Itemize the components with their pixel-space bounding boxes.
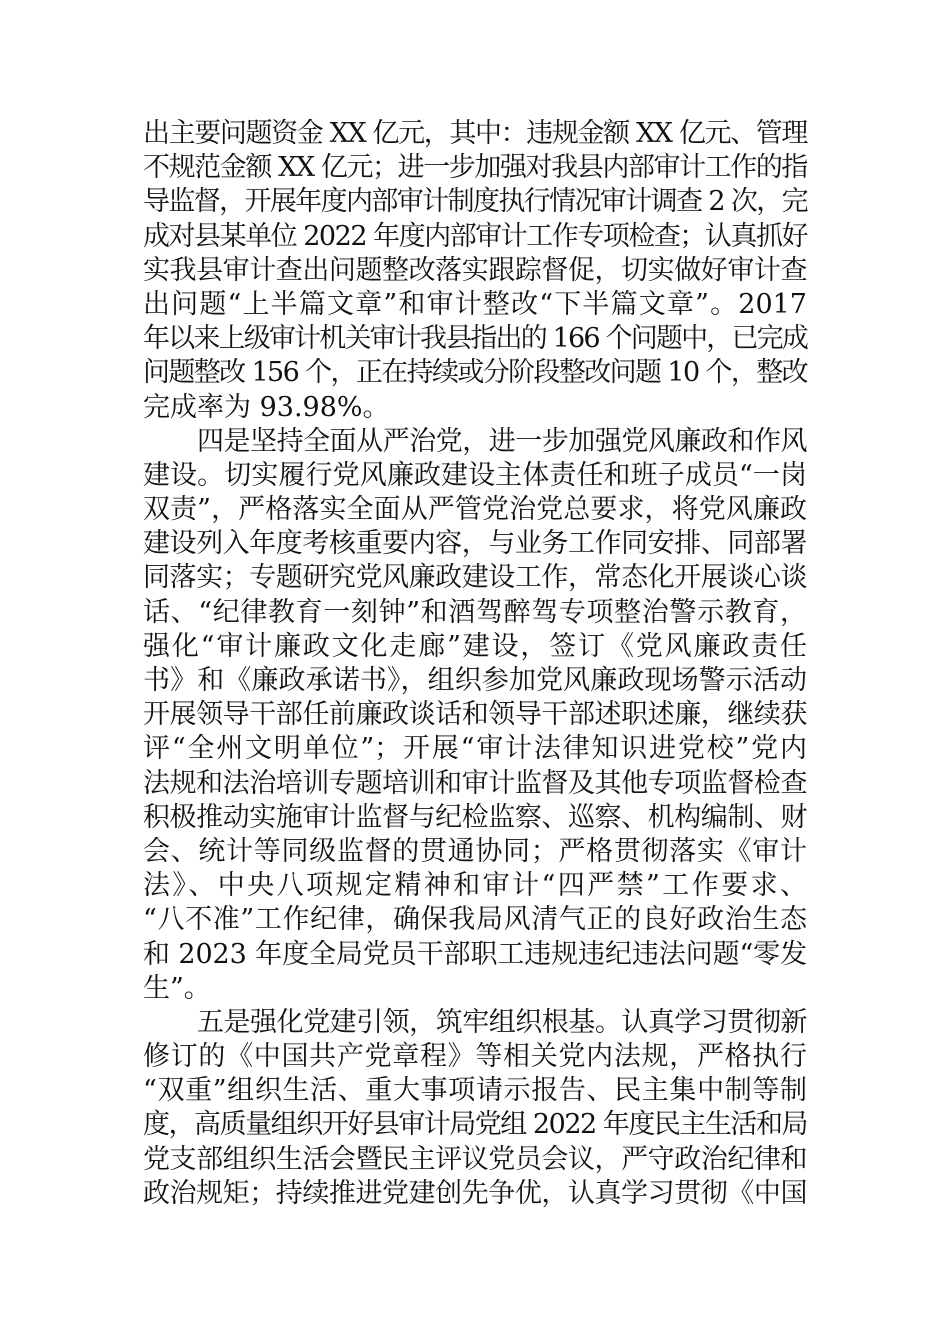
- text-line: 建设。切实履行党风廉政建设主体责任和班子成员“一岗: [143, 459, 807, 491]
- text-line: 建设列入年度考核重要内容，与业务工作同安排、同部署: [143, 528, 807, 560]
- text-line: 年以来上级审计机关审计我县指出的 166 个问题中，已完成: [143, 323, 807, 355]
- paragraph-first-line: 五是强化党建引领，筑牢组织根基。认真学习贯彻新: [197, 1006, 807, 1038]
- text-line: 生”。: [143, 972, 211, 1004]
- text-line: 同落实；专题研究党风廉政建设工作，常态化开展谈心谈: [143, 562, 807, 594]
- text-line: 强化“审计廉政文化走廊”建设，签订《党风廉政责任: [143, 630, 807, 662]
- text-line: 导监督，开展年度内部审计制度执行情况审计调查 2 次，完: [143, 186, 807, 218]
- text-line: 问题整改 156 个，正在持续或分阶段整改问题 10 个，整改: [143, 357, 807, 389]
- text-line: 完成率为 93.98%。: [143, 391, 390, 423]
- text-line: 开展领导干部任前廉政谈话和领导干部述职述廉，继续获: [143, 699, 807, 731]
- body-text: [143, 117, 807, 1211]
- text-line: 和 2023 年度全局党员干部职工违规违纪违法问题“零发: [143, 938, 807, 970]
- text-line: 法》、中央八项规定精神和审计“四严禁”工作要求、: [143, 870, 807, 902]
- text-line: “双重”组织生活、重大事项请示报告、民主集中制等制: [143, 1075, 807, 1107]
- text-line: 实我县审计查出问题整改落实跟踪督促，切实做好审计查: [143, 254, 807, 286]
- text-line: 党支部组织生活会暨民主评议党员会议，严守政治纪律和: [143, 1143, 807, 1175]
- text-line: 成对县某单位 2022 年度内部审计工作专项检查；认真抓好: [143, 220, 807, 252]
- paragraph-first-line: 四是坚持全面从严治党，进一步加强党风廉政和作风: [197, 425, 807, 457]
- text-line: 会、统计等同级监督的贯通协同；严格贯彻落实《审计: [143, 835, 807, 867]
- text-line: 出问题“上半篇文章”和审计整改“下半篇文章”。2017: [143, 288, 807, 320]
- text-line: 出主要问题资金 XX 亿元，其中：违规金额 XX 亿元、管理: [143, 118, 807, 149]
- text-line: “八不准”工作纪律，确保我局风清气正的良好政治生态: [143, 904, 807, 936]
- text-line: 政治规矩；持续推进党建创先争优，认真学习贯彻《中国: [143, 1177, 807, 1209]
- text-line: 双责”，严格落实全面从严管党治党总要求，将党风廉政: [143, 494, 807, 526]
- text-line: 修订的《中国共产党章程》等相关党内法规，严格执行: [143, 1041, 807, 1073]
- text-line: 评“全州文明单位”；开展“审计法律知识进党校”党内: [143, 733, 807, 765]
- text-line: 积极推动实施审计监督与纪检监察、巡察、机构编制、财: [143, 801, 807, 833]
- text-line: 法规和法治培训专题培训和审计监督及其他专项监督检查: [143, 767, 807, 799]
- text-line: 度，高质量组织开好县审计局党组 2022 年度民主生活和局: [143, 1109, 807, 1141]
- text-line: 话、“纪律教育一刻钟”和酒驾醉驾专项整治警示教育，: [143, 596, 807, 628]
- text-line: 书》和《廉政承诺书》，组织参加党风廉政现场警示活动: [143, 665, 807, 696]
- text-line: 不规范金额 XX 亿元；进一步加强对我县内部审计工作的指: [143, 152, 807, 184]
